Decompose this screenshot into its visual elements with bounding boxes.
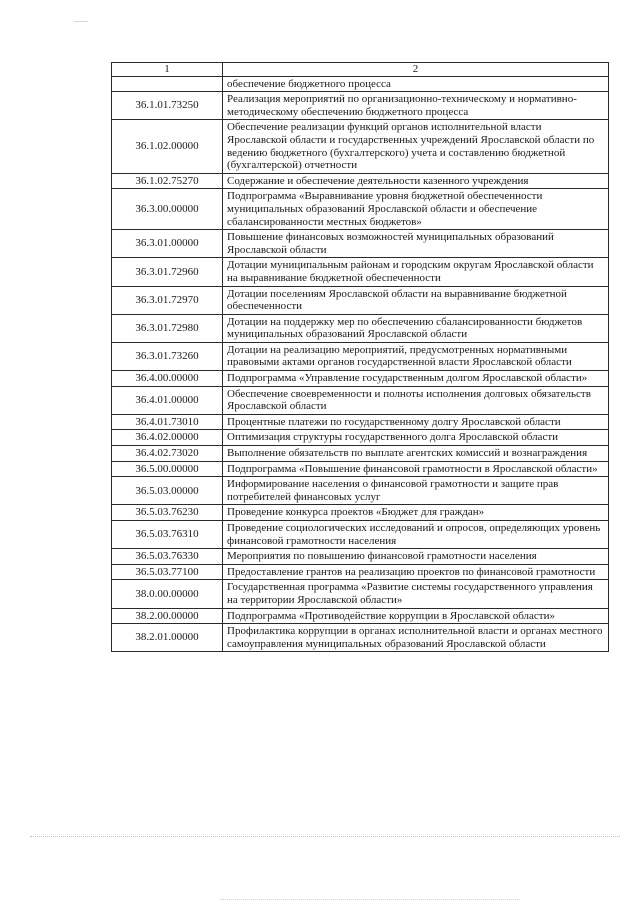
row-description: Выполнение обязательств по выплате агентских комиссий и вознаграждения [223, 446, 609, 462]
table-row [112, 430, 609, 446]
row-description: Предоставление грантов на реализацию проектов по финансовой грамотности [223, 564, 609, 580]
row-code: 36.5.00.00000 [112, 461, 223, 477]
row-description: Процентные платежи по государственному долгу Ярославской области [223, 414, 609, 430]
table-row [112, 286, 609, 314]
table-row [112, 189, 609, 230]
row-code: 36.4.01.73010 [112, 414, 223, 430]
row-code: 36.1.02.75270 [112, 173, 223, 189]
row-code: 36.5.03.76310 [112, 521, 223, 549]
row-description: Реализация мероприятий по организационно-техническому и нормативно-методическому обеспечению бюджетного процесса [223, 92, 609, 120]
table-row [112, 342, 609, 370]
row-code [112, 76, 223, 92]
row-description: Дотации на реализацию мероприятий, предусмотренных нормативными правовыми актами органов государственной власти Ярославской области [223, 342, 609, 370]
row-code: 36.4.02.73020 [112, 446, 223, 462]
page-bottom-rule-faint [220, 899, 520, 900]
table-row [112, 446, 609, 462]
column-header-description: 2 [223, 63, 609, 77]
scan-mark [74, 21, 88, 22]
row-description: Профилактика коррупции в органах исполнительной власти и органах местного самоуправления муниципальных образований Ярославской области [223, 624, 609, 652]
table-row [112, 371, 609, 387]
row-description: Дотации муниципальным районам и городским округам Ярославской области на выравнивание бюджетной обеспеченности [223, 258, 609, 286]
row-code: 36.1.01.73250 [112, 92, 223, 120]
table-row [112, 258, 609, 286]
row-description: Оптимизация структуры государственного долга Ярославской области [223, 430, 609, 446]
row-code: 36.3.01.72980 [112, 314, 223, 342]
row-code: 38.0.00.00000 [112, 580, 223, 608]
row-description: Государственная программа «Развитие системы государственного управления на территории Ярославской области» [223, 580, 609, 608]
row-description: Содержание и обеспечение деятельности казенного учреждения [223, 173, 609, 189]
row-description: Подпрограмма «Повышение финансовой грамотности в Ярославской области» [223, 461, 609, 477]
row-code: 36.5.03.76330 [112, 549, 223, 565]
row-code: 36.1.02.00000 [112, 120, 223, 173]
table-row [112, 386, 609, 414]
table-row [112, 230, 609, 258]
table-row [112, 414, 609, 430]
table-row [112, 477, 609, 505]
table-row [112, 521, 609, 549]
table-row [112, 76, 609, 92]
row-description: Подпрограмма «Управление государственным долгом Ярославской области» [223, 371, 609, 387]
table-row [112, 608, 609, 624]
row-description: Обеспечение реализации функций органов исполнительной власти Ярославской области и государственных учреждений Ярославской области по ведению бюджетного (бухгалтерского) учета и составлению бюджетной (бухгалтерской) отчетности [223, 120, 609, 173]
table-row [112, 173, 609, 189]
row-code: 36.5.03.00000 [112, 477, 223, 505]
row-code: 36.4.00.00000 [112, 371, 223, 387]
table-row [112, 92, 609, 120]
row-code: 36.3.00.00000 [112, 189, 223, 230]
row-code: 36.4.01.00000 [112, 386, 223, 414]
row-code: 38.2.01.00000 [112, 624, 223, 652]
row-description: Подпрограмма «Противодействие коррупции в Ярославской области» [223, 608, 609, 624]
table-row [112, 624, 609, 652]
row-description: Мероприятия по повышению финансовой грамотности населения [223, 549, 609, 565]
table-row [112, 461, 609, 477]
table-body [112, 76, 609, 652]
row-description: Информирование населения о финансовой грамотности и защите прав потребителей финансовых услуг [223, 477, 609, 505]
row-code: 36.5.03.77100 [112, 564, 223, 580]
table-row [112, 120, 609, 173]
table-row [112, 580, 609, 608]
table-row [112, 505, 609, 521]
row-code: 38.2.00.00000 [112, 608, 223, 624]
row-description: Подпрограмма «Выравнивание уровня бюджетной обеспеченности муниципальных образований Ярославской области и обеспечение сбалансированности местных бюджетов» [223, 189, 609, 230]
budget-codes-table [111, 62, 609, 652]
row-description: обеспечение бюджетного процесса [223, 76, 609, 92]
table-row [112, 314, 609, 342]
row-code: 36.3.01.72970 [112, 286, 223, 314]
row-description: Повышение финансовых возможностей муниципальных образований Ярославской области [223, 230, 609, 258]
table-row [112, 564, 609, 580]
row-code: 36.3.01.73260 [112, 342, 223, 370]
row-description: Обеспечение своевременности и полноты исполнения долговых обязательств Ярославской области [223, 386, 609, 414]
row-code: 36.3.01.00000 [112, 230, 223, 258]
row-description: Дотации поселениям Ярославской области на выравнивание бюджетной обеспеченности [223, 286, 609, 314]
row-description: Проведение конкурса проектов «Бюджет для граждан» [223, 505, 609, 521]
row-code: 36.5.03.76230 [112, 505, 223, 521]
table-row [112, 549, 609, 565]
column-header-code: 1 [112, 63, 223, 77]
row-description: Дотации на поддержку мер по обеспечению сбалансированности бюджетов муниципальных образований Ярославской области [223, 314, 609, 342]
row-code: 36.3.01.72960 [112, 258, 223, 286]
page-bottom-rule [30, 836, 620, 837]
row-code: 36.4.02.00000 [112, 430, 223, 446]
table-header-row [112, 63, 609, 77]
row-description: Проведение социологических исследований и опросов, определяющих уровень финансовой грамотности населения [223, 521, 609, 549]
